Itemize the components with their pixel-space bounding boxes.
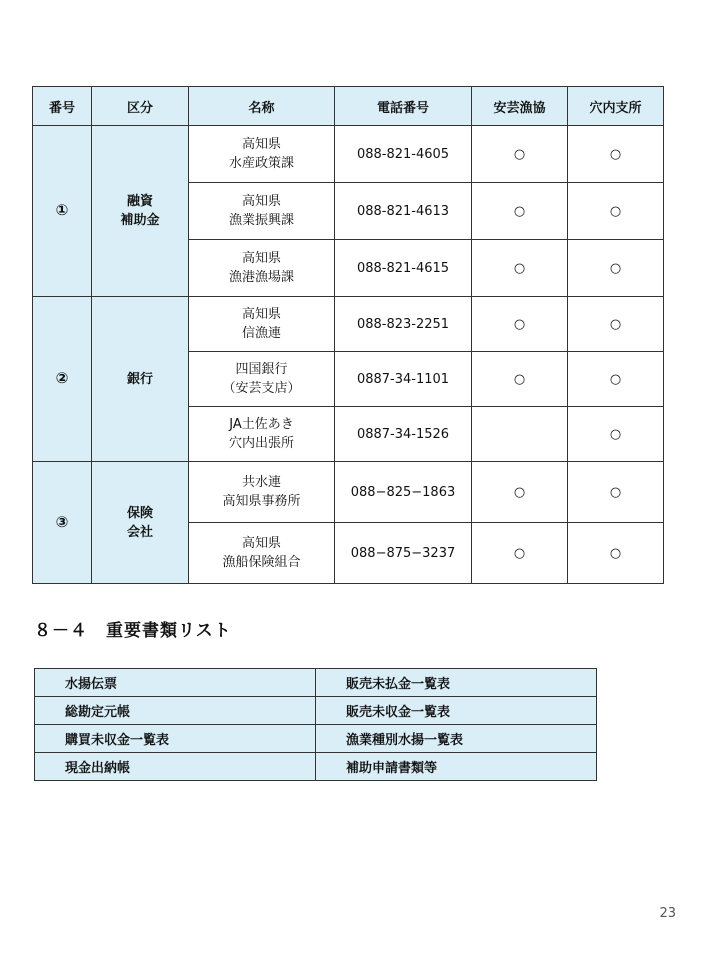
aki-mark: ○	[472, 183, 568, 240]
document-item: 購買未収金一覧表	[35, 725, 316, 753]
contacts-table	[32, 86, 664, 584]
page-number: 23	[659, 906, 676, 921]
group-category: 融資 補助金	[92, 126, 189, 297]
table-row	[33, 126, 664, 183]
org-name: 高知県 水産政策課	[189, 126, 335, 183]
header-number: 番号	[33, 87, 92, 126]
table-row	[33, 462, 664, 523]
document-item: 水揚伝票	[35, 669, 316, 697]
group-number: ②	[33, 297, 92, 462]
document-item: 現金出納帳	[35, 753, 316, 781]
anai-mark: ○	[568, 297, 664, 352]
aki-mark: ○	[472, 352, 568, 407]
org-name: 四国銀行 （安芸支店）	[189, 352, 335, 407]
group-number: ①	[33, 126, 92, 297]
anai-mark: ○	[568, 352, 664, 407]
document-item: 販売未払金一覧表	[316, 669, 597, 697]
phone-number: 088-823-2251	[335, 297, 472, 352]
anai-mark: ○	[568, 407, 664, 462]
phone-number: 088-821-4605	[335, 126, 472, 183]
phone-number: 0887-34-1526	[335, 407, 472, 462]
org-name: 高知県 信漁連	[189, 297, 335, 352]
group-number: ③	[33, 462, 92, 584]
table-header-row	[33, 87, 664, 126]
important-documents-table	[34, 668, 597, 781]
header-category: 区分	[92, 87, 189, 126]
phone-number: 0887-34-1101	[335, 352, 472, 407]
org-name: JA土佐あき 穴内出張所	[189, 407, 335, 462]
aki-mark: ○	[472, 126, 568, 183]
aki-mark: ○	[472, 462, 568, 523]
document-item: 販売未収金一覧表	[316, 697, 597, 725]
anai-mark: ○	[568, 126, 664, 183]
document-item: 補助申請書類等	[316, 753, 597, 781]
org-name: 高知県 漁業振興課	[189, 183, 335, 240]
aki-mark: ○	[472, 240, 568, 297]
list-item	[35, 697, 597, 725]
anai-mark: ○	[568, 240, 664, 297]
document-item: 漁業種別水揚一覧表	[316, 725, 597, 753]
aki-mark: ○	[472, 297, 568, 352]
header-anai-branch: 穴内支所	[568, 87, 664, 126]
list-item	[35, 669, 597, 697]
document-item: 総勘定元帳	[35, 697, 316, 725]
phone-number: 088−875−3237	[335, 523, 472, 584]
list-item	[35, 725, 597, 753]
aki-mark: ○	[472, 523, 568, 584]
header-aki-fishery: 安芸漁協	[472, 87, 568, 126]
phone-number: 088-821-4613	[335, 183, 472, 240]
header-phone: 電話番号	[335, 87, 472, 126]
header-name: 名称	[189, 87, 335, 126]
aki-mark	[472, 407, 568, 462]
phone-number: 088−825−1863	[335, 462, 472, 523]
org-name: 高知県 漁船保険組合	[189, 523, 335, 584]
group-category: 保険 会社	[92, 462, 189, 584]
section-title: ８－４ 重要書類リスト	[34, 621, 232, 641]
table-row	[33, 297, 664, 352]
phone-number: 088-821-4615	[335, 240, 472, 297]
org-name: 共水連 高知県事務所	[189, 462, 335, 523]
list-item	[35, 753, 597, 781]
anai-mark: ○	[568, 523, 664, 584]
org-name: 高知県 漁港漁場課	[189, 240, 335, 297]
anai-mark: ○	[568, 462, 664, 523]
anai-mark: ○	[568, 183, 664, 240]
group-category: 銀行	[92, 297, 189, 462]
